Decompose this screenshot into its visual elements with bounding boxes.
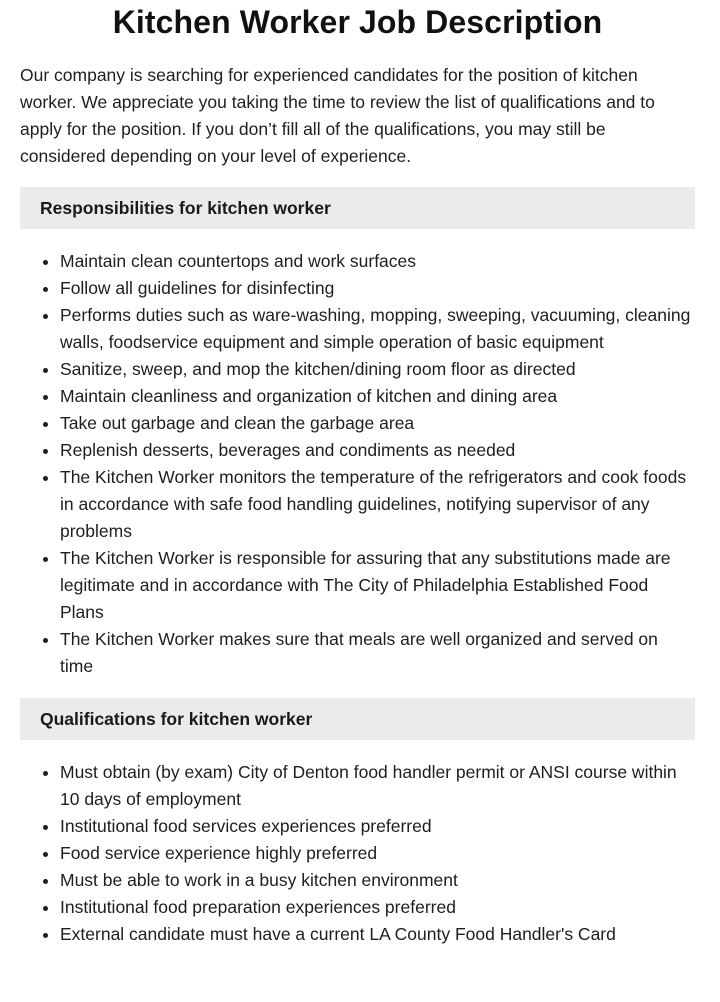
intro-paragraph: Our company is searching for experienced candidates for the position of kitchen worker. We appreciate you taking the time to review the list of qualifications and to apply for the position. If you don’t fill all of the qualifications, you may still be considered depending on your level of experience. [20,65,655,166]
list-item: • Performs duties such as ware-washing, mopping, sweeping, vacuuming, cleaning walls, foodservice equipment and simple operation of basic equipment [60,302,695,356]
list-item: • Follow all guidelines for disinfecting [60,275,695,302]
list-item: • Replenish desserts, beverages and condiments as needed [60,437,695,464]
page-title: Kitchen Worker Job Description [112,4,603,40]
list-item: • External candidate must have a current LA County Food Handler's Card [60,921,695,948]
list-item: • The Kitchen Worker makes sure that meals are well organized and served on time [60,626,695,680]
list-item: • Food service experience highly preferred [60,840,695,867]
list-item: • Institutional food services experiences preferred [60,813,695,840]
list-item: • Institutional food preparation experiences preferred [60,894,695,921]
responsibilities-heading: Responsibilities for kitchen worker [20,187,695,229]
list-item: • Must obtain (by exam) City of Denton food handler permit or ANSI course within 10 days of employment [60,759,695,813]
list-item: • The Kitchen Worker monitors the temperature of the refrigerators and cook foods in accordance with safe food handling guidelines, notifying supervisor of any problems [60,464,695,545]
qualifications-list [20,759,695,948]
list-item: • Maintain cleanliness and organization of kitchen and dining area [60,383,695,410]
list-item: • Maintain clean countertops and work surfaces [60,248,695,275]
qualifications-heading: Qualifications for kitchen worker [20,698,695,740]
responsibilities-list [20,248,695,680]
list-item: • The Kitchen Worker is responsible for assuring that any substitutions made are legitimate and in accordance with The City of Philadelphia Established Food Plans [60,545,695,626]
list-item: • Must be able to work in a busy kitchen environment [60,867,695,894]
list-item: • Sanitize, sweep, and mop the kitchen/dining room floor as directed [60,356,695,383]
list-item: • Take out garbage and clean the garbage area [60,410,695,437]
